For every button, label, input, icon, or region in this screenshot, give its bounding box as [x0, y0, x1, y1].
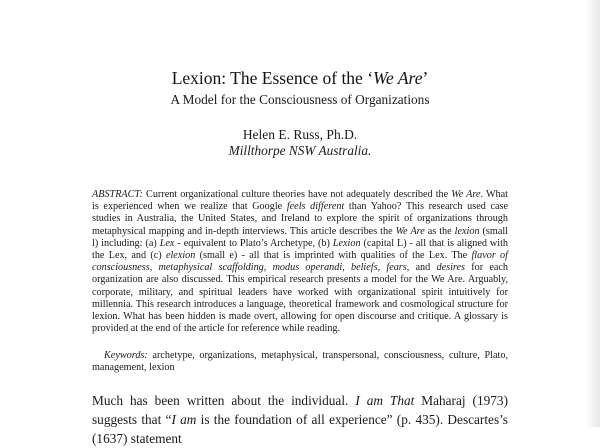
- abstract-italic: We Are: [395, 225, 425, 237]
- paper-subtitle: A Model for the Consciousness of Organizations: [170, 92, 430, 107]
- paper-title: [0, 67, 600, 89]
- abstract-italic: desires: [436, 262, 465, 274]
- abstract-italic: Lexion: [332, 237, 361, 249]
- page-edge-shadow: [586, 0, 600, 427]
- abstract-text: and: [409, 262, 437, 274]
- body-paragraph: [92, 391, 508, 448]
- abstract-text: than Yahoo? This research used case studies in Australia, the United States, and Ireland to explore the spirit of organizations through metaphysical mapping and in-depth interviews. This article describes the: [92, 201, 508, 237]
- abstract-text: Current organizational culture theories have not adequately described the: [142, 189, 452, 200]
- abstract-text: as the: [424, 225, 455, 237]
- title-main: Lexion: The Essence of the ‘: [171, 68, 374, 88]
- abstract-italic: flavor of consciousness, metaphysical scaffolding, modus operandi, beliefs, fears,: [92, 250, 508, 274]
- abstract-text: for each organization are also discussed. This empirical research presents a model for the We Are. Arguably, corporate, military, and spiritual leaders have worked with organizational spirit intuitively for millennia. This research introduces a language, theoretical framework and cosmological structure for lexion. What has been hidden is made overt, allowing for open discourse and critique. A glossary is provided at the end of the article for reference while reading.: [92, 262, 509, 335]
- abstract-text: (small l) including: (a): [92, 225, 509, 249]
- body-italic: I am: [171, 412, 197, 427]
- abstract-italic: elexion: [165, 250, 196, 262]
- author-affiliation: Millthorpe NSW Australia.: [228, 143, 372, 158]
- title-we-are: We Are: [373, 68, 423, 88]
- body-italic: I am That: [355, 393, 415, 408]
- abstract-italic: Lex: [159, 237, 175, 249]
- body-text: is the foundation of all experience” (p. 435). Descartes’s (1637) statement: [92, 412, 508, 446]
- body-text: Maharaj (1973) suggests that “: [92, 393, 508, 427]
- body-text: Much has been written about the individual.: [92, 393, 356, 408]
- keywords: [92, 350, 508, 375]
- abstract-text: - equivalent to Plato’s Archetype, (b): [174, 237, 333, 249]
- title-close-quote: ’: [422, 68, 429, 88]
- abstract-text: . What is experienced when we realize that Google: [92, 189, 509, 213]
- abstract-italic: We Are: [451, 189, 481, 200]
- abstract-italic: feels different: [286, 201, 345, 213]
- keywords-list: archetype, organizations, metaphysical, transpersonal, consciousness, culture, Plato, management, lexion: [92, 350, 508, 374]
- abstract-label: ABSTRACT:: [92, 189, 143, 200]
- author-name: Helen E. Russ, Ph.D.: [242, 127, 358, 142]
- abstract-italic: lexion: [454, 225, 480, 237]
- keywords-label: Keywords:: [104, 350, 148, 361]
- abstract-text: (capital L) - all that is aligned with the Lex, and (c): [92, 237, 509, 262]
- abstract-text: (small e) - all that is imprinted with qualities of the Lex. The: [195, 250, 472, 262]
- abstract: [92, 189, 508, 335]
